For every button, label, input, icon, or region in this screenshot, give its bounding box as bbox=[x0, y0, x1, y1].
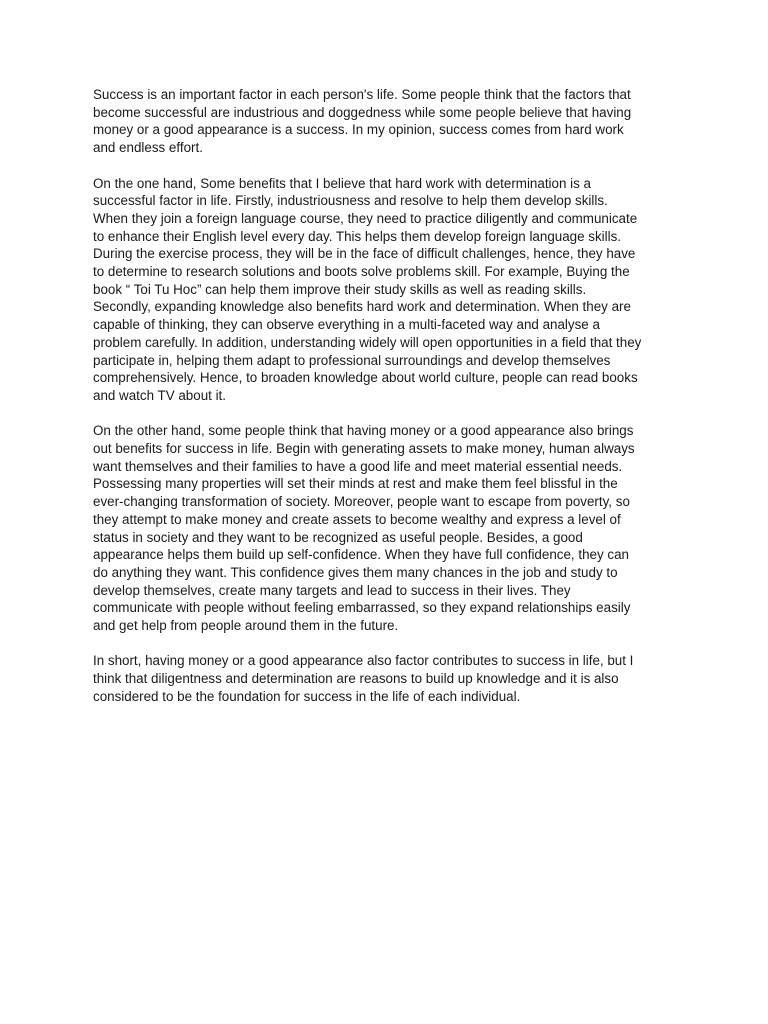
paragraph-money-appearance: On the other hand, some people think that having money or a good appearance also brings out benefits for success in life. Begin with generating assets to make money, human always want themselves and their families to have a good life and meet material essential needs. Possessing many properties will set their minds at rest and make them feel blissful in the ever-changing transformation of society. Moreover, people want to escape from poverty, so they attempt to make money and create assets to become wealthy and express a level of status in society and they want to be recognized as useful people. Besides, a good appearance helps them build up self-confidence. When they have full confidence, they can do anything they want. This confidence gives them many chances in the job and study to develop themselves, create many targets and lead to success in their lives. They communicate with people without feeling embarrassed, so they expand relationships easily and get help from people around them in the future. bbox=[93, 423, 635, 634]
paragraph-conclusion: In short, having money or a good appearance also factor contributes to success in life, but I think that diligentness and determination are reasons to build up knowledge and it is also considered to be the foundation for success in the life of each individual. bbox=[93, 653, 634, 704]
paragraph-hard-work: On the one hand, Some benefits that I believe that hard work with determination is a successful factor in life. Firstly, industriousness and resolve to help them develop skills. When they join a foreign language course, they need to practice diligently and communicate to enhance their English level every day. This helps them develop foreign language skills. During the exercise process, they will be in the face of difficult challenges, hence, they have to determine to research solutions and boots solve problems skill. For example, Buying the book “ Toi Tu Hoc” can help them improve their study skills as well as reading skills. Secondly, expanding knowledge also benefits hard work and determination. When they are capable of thinking, they can observe everything in a multi-faceted way and analyse a problem carefully. In addition, understanding widely will open opportunities in a field that they participate in, helping them adapt to professional surroundings and develop themselves comprehensively. Hence, to broaden knowledge about world culture, people can read books and watch TV about it. bbox=[93, 175, 642, 403]
paragraph-introduction: Success is an important factor in each person's life. Some people think that the factors that become successful are industrious and doggedness while some people believe that having money or a good appearance is a success. In my opinion, success comes from hard work and endless effort. bbox=[93, 87, 632, 156]
essay-body bbox=[93, 86, 683, 723]
